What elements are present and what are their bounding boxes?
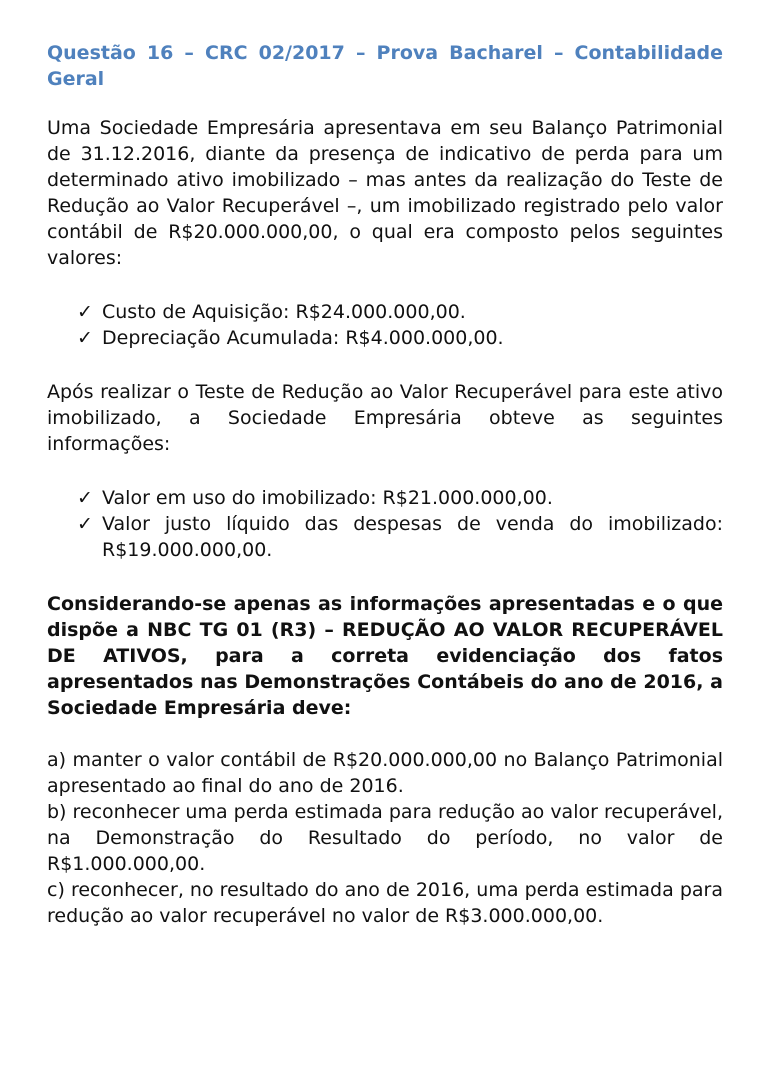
checkmark-icon: ✓ [77,487,93,509]
test-results-list [47,485,723,563]
list-item [77,511,723,563]
option-b: b) reconhecer uma perda estimada para redução ao valor recuperável, na Demonstração do Resultado do período, no valor de R$1.000.000,00. [47,801,723,875]
asset-values-list [47,299,723,351]
checkmark-icon: ✓ [77,513,93,535]
question-statement: Considerando-se apenas as informações apresentadas e o que dispõe a NBC TG 01 (R3) – REDUÇÃO AO VALOR RECUPERÁVEL DE ATIVOS, para a correta evidenciação dos fatos apresentados nas Demonstrações Contábeis do ano de 2016, a Sociedade Empresária deve: [47,593,723,719]
list-item [77,325,723,351]
option-a: a) manter o valor contábil de R$20.000.000,00 no Balanço Patrimonial apresentado ao final do ano de 2016. [47,749,723,797]
middle-paragraph: Após realizar o Teste de Redução ao Valor Recuperável para este ativo imobilizado, a Sociedade Empresária obteve as seguintes informações: [47,381,723,455]
checkmark-icon: ✓ [77,327,93,349]
list-item-text: Custo de Aquisição: R$24.000.000,00. [102,301,466,323]
list-item [77,485,723,511]
list-item-text: Valor justo líquido das despesas de venda do imobilizado: R$19.000.000,00. [102,513,723,561]
checkmark-icon: ✓ [77,301,93,323]
document-page [47,40,723,929]
intro-paragraph: Uma Sociedade Empresária apresentava em seu Balanço Patrimonial de 31.12.2016, diante da presença de indicativo de perda para um determinado ativo imobilizado – mas antes da realização do Teste de Redução ao Valor Recuperável –, um imobilizado registrado pelo valor contábil de R$20.000.000,00, o qual era composto pelos seguintes valores: [47,117,723,269]
option-c: c) reconhecer, no resultado do ano de 2016, uma perda estimada para redução ao valor recuperável no valor de R$3.000.000,00. [47,879,723,927]
list-item-text: Valor em uso do imobilizado: R$21.000.000,00. [102,487,553,509]
list-item-text: Depreciação Acumulada: R$4.000.000,00. [102,327,504,349]
list-item [77,299,723,325]
question-title: Questão 16 – CRC 02/2017 – Prova Bacharel – Contabilidade Geral [47,42,723,90]
